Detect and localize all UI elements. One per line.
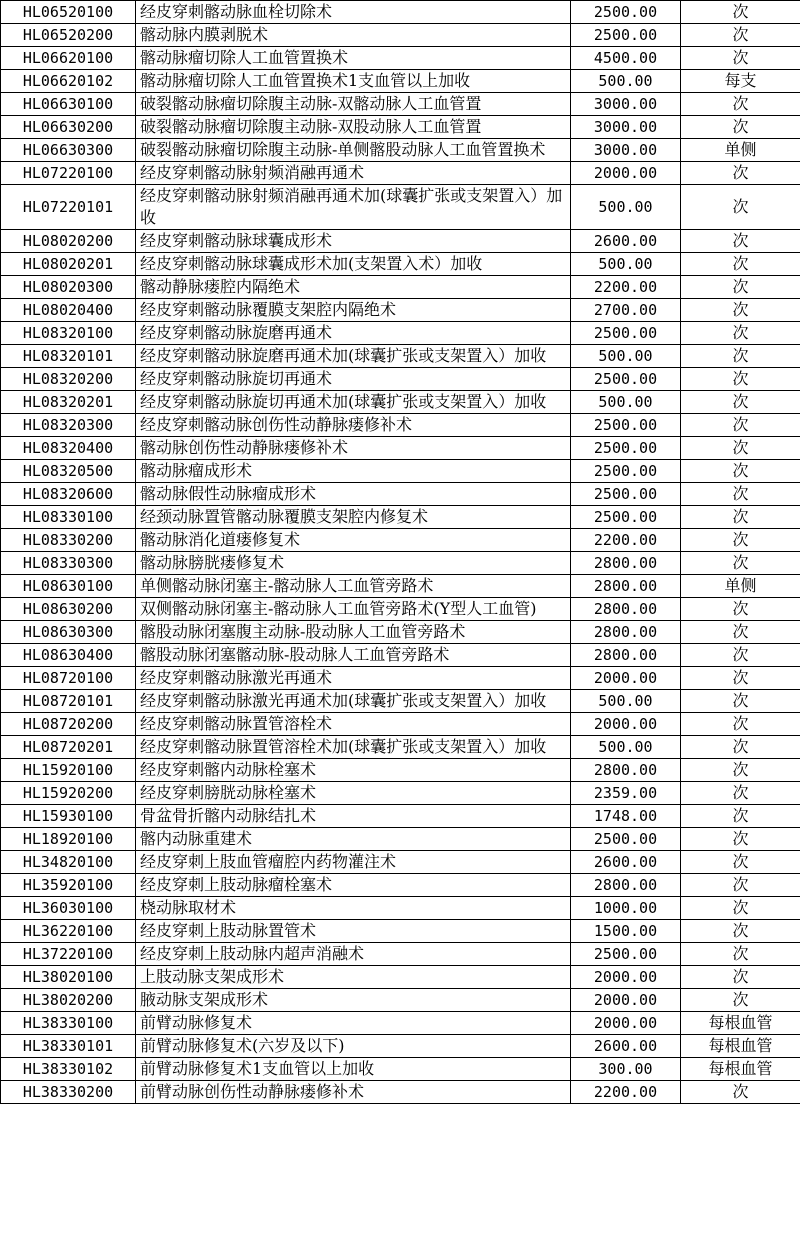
- row-price: 2500.00: [571, 322, 681, 345]
- row-unit: 次: [681, 116, 800, 139]
- row-name: 经皮穿刺髂动脉旋切再通术: [136, 368, 571, 391]
- row-code: HL06630200: [1, 116, 136, 139]
- row-unit: 次: [681, 966, 800, 989]
- row-code: HL08320500: [1, 460, 136, 483]
- row-name: 经皮穿刺髂内动脉栓塞术: [136, 759, 571, 782]
- row-price: 1500.00: [571, 920, 681, 943]
- row-name: 桡动脉取材术: [136, 897, 571, 920]
- row-code: HL08330200: [1, 529, 136, 552]
- row-price: 3000.00: [571, 116, 681, 139]
- table-row: [1, 874, 800, 897]
- row-name: 髂动脉瘤切除人工血管置换术1支血管以上加收: [136, 70, 571, 93]
- row-name: 经皮穿刺髂动脉血栓切除术: [136, 1, 571, 24]
- row-unit: 次: [681, 920, 800, 943]
- row-code: HL08330100: [1, 506, 136, 529]
- row-price: 2600.00: [571, 851, 681, 874]
- table-row: [1, 828, 800, 851]
- row-code: HL08320100: [1, 322, 136, 345]
- table-row: [1, 391, 800, 414]
- table-row: [1, 598, 800, 621]
- row-unit: 次: [681, 230, 800, 253]
- row-code: HL06630300: [1, 139, 136, 162]
- table-row: [1, 1058, 800, 1081]
- table-row: [1, 782, 800, 805]
- row-unit: 次: [681, 414, 800, 437]
- row-code: HL06630100: [1, 93, 136, 116]
- row-unit: 次: [681, 47, 800, 70]
- row-unit: 每根血管: [681, 1012, 800, 1035]
- table-row: [1, 851, 800, 874]
- row-name: 经皮穿刺髂动脉覆膜支架腔内隔绝术: [136, 299, 571, 322]
- row-unit: 次: [681, 253, 800, 276]
- row-unit: 次: [681, 299, 800, 322]
- row-code: HL08720200: [1, 713, 136, 736]
- table-row: [1, 47, 800, 70]
- row-code: HL07220100: [1, 162, 136, 185]
- row-name: 前臂动脉创伤性动静脉瘘修补术: [136, 1081, 571, 1104]
- row-name: 髂股动脉闭塞髂动脉-股动脉人工血管旁路术: [136, 644, 571, 667]
- row-code: HL08320600: [1, 483, 136, 506]
- row-price: 500.00: [571, 185, 681, 230]
- row-unit: 次: [681, 828, 800, 851]
- table-row: [1, 116, 800, 139]
- row-unit: 次: [681, 322, 800, 345]
- row-name: 经皮穿刺髂动脉射频消融再通术加(球囊扩张或支架置入）加收: [136, 185, 571, 230]
- table-row: [1, 185, 800, 230]
- row-unit: 次: [681, 874, 800, 897]
- row-unit: 单侧: [681, 139, 800, 162]
- row-code: HL37220100: [1, 943, 136, 966]
- row-name: 骨盆骨折髂内动脉结扎术: [136, 805, 571, 828]
- table-row: [1, 299, 800, 322]
- row-price: 3000.00: [571, 93, 681, 116]
- row-code: HL08330300: [1, 552, 136, 575]
- table-row: [1, 1012, 800, 1035]
- row-name: 经皮穿刺髂动脉射频消融再通术: [136, 162, 571, 185]
- table-row: [1, 667, 800, 690]
- row-code: HL08720100: [1, 667, 136, 690]
- row-name: 经皮穿刺髂动脉旋磨再通术: [136, 322, 571, 345]
- row-price: 2500.00: [571, 24, 681, 47]
- row-unit: 次: [681, 162, 800, 185]
- row-name: 经颈动脉置管髂动脉覆膜支架腔内修复术: [136, 506, 571, 529]
- row-name: 经皮穿刺上肢动脉置管术: [136, 920, 571, 943]
- row-code: HL08630100: [1, 575, 136, 598]
- row-unit: 次: [681, 782, 800, 805]
- table-row: [1, 276, 800, 299]
- row-price: 2800.00: [571, 552, 681, 575]
- table-row: [1, 897, 800, 920]
- row-price: 4500.00: [571, 47, 681, 70]
- row-name: 髂动脉创伤性动静脉瘘修补术: [136, 437, 571, 460]
- row-name: 经皮穿刺上肢动脉内超声消融术: [136, 943, 571, 966]
- row-price: 500.00: [571, 736, 681, 759]
- table-row: [1, 24, 800, 47]
- row-price: 1748.00: [571, 805, 681, 828]
- table-row: [1, 506, 800, 529]
- table-row: [1, 943, 800, 966]
- row-name: 双侧髂动脉闭塞主-髂动脉人工血管旁路术(Y型人工血管): [136, 598, 571, 621]
- row-code: HL06620102: [1, 70, 136, 93]
- table-row: [1, 989, 800, 1012]
- row-code: HL34820100: [1, 851, 136, 874]
- table-row: [1, 552, 800, 575]
- row-unit: 次: [681, 529, 800, 552]
- row-name: 破裂髂动脉瘤切除腹主动脉-单侧髂股动脉人工血管置换术: [136, 139, 571, 162]
- row-name: 经皮穿刺髂动脉置管溶栓术: [136, 713, 571, 736]
- row-price: 2600.00: [571, 1035, 681, 1058]
- row-unit: 次: [681, 276, 800, 299]
- row-price: 2500.00: [571, 943, 681, 966]
- table-row: [1, 322, 800, 345]
- row-price: 2200.00: [571, 276, 681, 299]
- row-unit: 次: [681, 851, 800, 874]
- row-unit: 每根血管: [681, 1058, 800, 1081]
- table-row: [1, 805, 800, 828]
- row-unit: 单侧: [681, 575, 800, 598]
- row-unit: 次: [681, 1081, 800, 1104]
- row-unit: 次: [681, 943, 800, 966]
- row-price: 2500.00: [571, 437, 681, 460]
- row-name: 破裂髂动脉瘤切除腹主动脉-双髂动脉人工血管置: [136, 93, 571, 116]
- row-price: 500.00: [571, 345, 681, 368]
- row-price: 500.00: [571, 253, 681, 276]
- row-code: HL38020200: [1, 989, 136, 1012]
- row-unit: 次: [681, 989, 800, 1012]
- table-row: [1, 460, 800, 483]
- table-row: [1, 966, 800, 989]
- row-price: 1000.00: [571, 897, 681, 920]
- row-price: 2359.00: [571, 782, 681, 805]
- row-price: 2500.00: [571, 483, 681, 506]
- row-code: HL15920100: [1, 759, 136, 782]
- table-row: [1, 253, 800, 276]
- row-code: HL36030100: [1, 897, 136, 920]
- row-unit: 次: [681, 552, 800, 575]
- table-row: [1, 759, 800, 782]
- row-price: 2500.00: [571, 414, 681, 437]
- row-unit: 次: [681, 483, 800, 506]
- row-code: HL38330200: [1, 1081, 136, 1104]
- row-price: 2500.00: [571, 506, 681, 529]
- table-row: [1, 139, 800, 162]
- row-unit: 次: [681, 667, 800, 690]
- table-row: [1, 414, 800, 437]
- row-unit: 次: [681, 437, 800, 460]
- row-name: 破裂髂动脉瘤切除腹主动脉-双股动脉人工血管置: [136, 116, 571, 139]
- row-price: 2800.00: [571, 575, 681, 598]
- row-unit: 次: [681, 736, 800, 759]
- table-row: [1, 437, 800, 460]
- row-code: HL36220100: [1, 920, 136, 943]
- row-name: 单侧髂动脉闭塞主-髂动脉人工血管旁路术: [136, 575, 571, 598]
- row-price: 2800.00: [571, 874, 681, 897]
- row-unit: 每根血管: [681, 1035, 800, 1058]
- row-code: HL08630400: [1, 644, 136, 667]
- row-unit: 次: [681, 93, 800, 116]
- row-price: 2000.00: [571, 713, 681, 736]
- row-code: HL06520200: [1, 24, 136, 47]
- row-code: HL07220101: [1, 185, 136, 230]
- row-unit: 次: [681, 185, 800, 230]
- table-row: [1, 529, 800, 552]
- row-name: 髂动脉膀胱瘘修复术: [136, 552, 571, 575]
- row-price: 500.00: [571, 690, 681, 713]
- row-name: 经皮穿刺髂动脉激光再通术: [136, 667, 571, 690]
- row-unit: 次: [681, 506, 800, 529]
- row-price: 2700.00: [571, 299, 681, 322]
- table-row: [1, 1081, 800, 1104]
- row-price: 2500.00: [571, 460, 681, 483]
- row-price: 2800.00: [571, 621, 681, 644]
- row-code: HL06520100: [1, 1, 136, 24]
- table-row: [1, 368, 800, 391]
- table-row: [1, 736, 800, 759]
- row-code: HL08320101: [1, 345, 136, 368]
- row-name: 经皮穿刺上肢血管瘤腔内药物灌注术: [136, 851, 571, 874]
- row-code: HL15920200: [1, 782, 136, 805]
- table-row: [1, 483, 800, 506]
- row-price: 2000.00: [571, 966, 681, 989]
- row-code: HL08320200: [1, 368, 136, 391]
- table-row: [1, 1035, 800, 1058]
- row-unit: 次: [681, 759, 800, 782]
- row-unit: 次: [681, 644, 800, 667]
- row-code: HL06620100: [1, 47, 136, 70]
- row-name: 髂动脉消化道瘘修复术: [136, 529, 571, 552]
- row-price: 2500.00: [571, 828, 681, 851]
- row-unit: 次: [681, 345, 800, 368]
- row-name: 经皮穿刺上肢动脉瘤栓塞术: [136, 874, 571, 897]
- row-name: 髂股动脉闭塞腹主动脉-股动脉人工血管旁路术: [136, 621, 571, 644]
- table-row: [1, 713, 800, 736]
- row-name: 髂动脉假性动脉瘤成形术: [136, 483, 571, 506]
- row-code: HL08720201: [1, 736, 136, 759]
- row-code: HL38330101: [1, 1035, 136, 1058]
- table-row: [1, 690, 800, 713]
- row-unit: 次: [681, 805, 800, 828]
- row-unit: 次: [681, 621, 800, 644]
- row-unit: 次: [681, 598, 800, 621]
- row-price: 500.00: [571, 70, 681, 93]
- table-row: [1, 230, 800, 253]
- row-code: HL08720101: [1, 690, 136, 713]
- row-name: 经皮穿刺髂动脉球囊成形术: [136, 230, 571, 253]
- table-row: [1, 644, 800, 667]
- row-name: 经皮穿刺髂动脉激光再通术加(球囊扩张或支架置入）加收: [136, 690, 571, 713]
- table-row: [1, 575, 800, 598]
- row-code: HL08320201: [1, 391, 136, 414]
- row-price: 2200.00: [571, 1081, 681, 1104]
- row-name: 髂内动脉重建术: [136, 828, 571, 851]
- row-name: 经皮穿刺髂动脉球囊成形术加(支架置入术）加收: [136, 253, 571, 276]
- row-price: 2600.00: [571, 230, 681, 253]
- row-price: 3000.00: [571, 139, 681, 162]
- row-name: 经皮穿刺髂动脉创伤性动静脉瘘修补术: [136, 414, 571, 437]
- row-name: 髂动脉瘤成形术: [136, 460, 571, 483]
- row-name: 上肢动脉支架成形术: [136, 966, 571, 989]
- row-code: HL08320400: [1, 437, 136, 460]
- row-name: 前臂动脉修复术(六岁及以下): [136, 1035, 571, 1058]
- table-row: [1, 93, 800, 116]
- row-name: 经皮穿刺髂动脉旋磨再通术加(球囊扩张或支架置入）加收: [136, 345, 571, 368]
- row-code: HL35920100: [1, 874, 136, 897]
- row-unit: 次: [681, 713, 800, 736]
- row-unit: 次: [681, 897, 800, 920]
- row-price: 2000.00: [571, 1012, 681, 1035]
- row-price: 2000.00: [571, 162, 681, 185]
- row-code: HL08020200: [1, 230, 136, 253]
- row-code: HL08020201: [1, 253, 136, 276]
- row-code: HL18920100: [1, 828, 136, 851]
- row-name: 经皮穿刺髂动脉旋切再通术加(球囊扩张或支架置入）加收: [136, 391, 571, 414]
- table-row: [1, 621, 800, 644]
- row-unit: 每支: [681, 70, 800, 93]
- table-row: [1, 1, 800, 24]
- row-code: HL08320300: [1, 414, 136, 437]
- row-name: 前臂动脉修复术1支血管以上加收: [136, 1058, 571, 1081]
- row-price: 2000.00: [571, 667, 681, 690]
- row-code: HL15930100: [1, 805, 136, 828]
- row-code: HL38330102: [1, 1058, 136, 1081]
- row-name: 经皮穿刺髂动脉置管溶栓术加(球囊扩张或支架置入）加收: [136, 736, 571, 759]
- row-name: 髂动静脉瘘腔内隔绝术: [136, 276, 571, 299]
- row-name: 前臂动脉修复术: [136, 1012, 571, 1035]
- row-name: 经皮穿刺膀胱动脉栓塞术: [136, 782, 571, 805]
- row-price: 300.00: [571, 1058, 681, 1081]
- table-row: [1, 162, 800, 185]
- row-unit: 次: [681, 391, 800, 414]
- row-unit: 次: [681, 1, 800, 24]
- row-price: 2800.00: [571, 598, 681, 621]
- table-row: [1, 920, 800, 943]
- row-price: 2800.00: [571, 759, 681, 782]
- row-code: HL38020100: [1, 966, 136, 989]
- row-price: 2200.00: [571, 529, 681, 552]
- row-price: 2800.00: [571, 644, 681, 667]
- row-price: 2500.00: [571, 1, 681, 24]
- row-name: 髂动脉内膜剥脱术: [136, 24, 571, 47]
- row-name: 髂动脉瘤切除人工血管置换术: [136, 47, 571, 70]
- row-price: 500.00: [571, 391, 681, 414]
- row-unit: 次: [681, 460, 800, 483]
- row-price: 2000.00: [571, 989, 681, 1012]
- row-code: HL08630300: [1, 621, 136, 644]
- table-body: [1, 1, 800, 1104]
- row-price: 2500.00: [571, 368, 681, 391]
- row-code: HL38330100: [1, 1012, 136, 1035]
- row-name: 腋动脉支架成形术: [136, 989, 571, 1012]
- row-unit: 次: [681, 368, 800, 391]
- row-unit: 次: [681, 24, 800, 47]
- row-code: HL08020400: [1, 299, 136, 322]
- row-unit: 次: [681, 690, 800, 713]
- table-row: [1, 345, 800, 368]
- table-row: [1, 70, 800, 93]
- row-code: HL08020300: [1, 276, 136, 299]
- row-code: HL08630200: [1, 598, 136, 621]
